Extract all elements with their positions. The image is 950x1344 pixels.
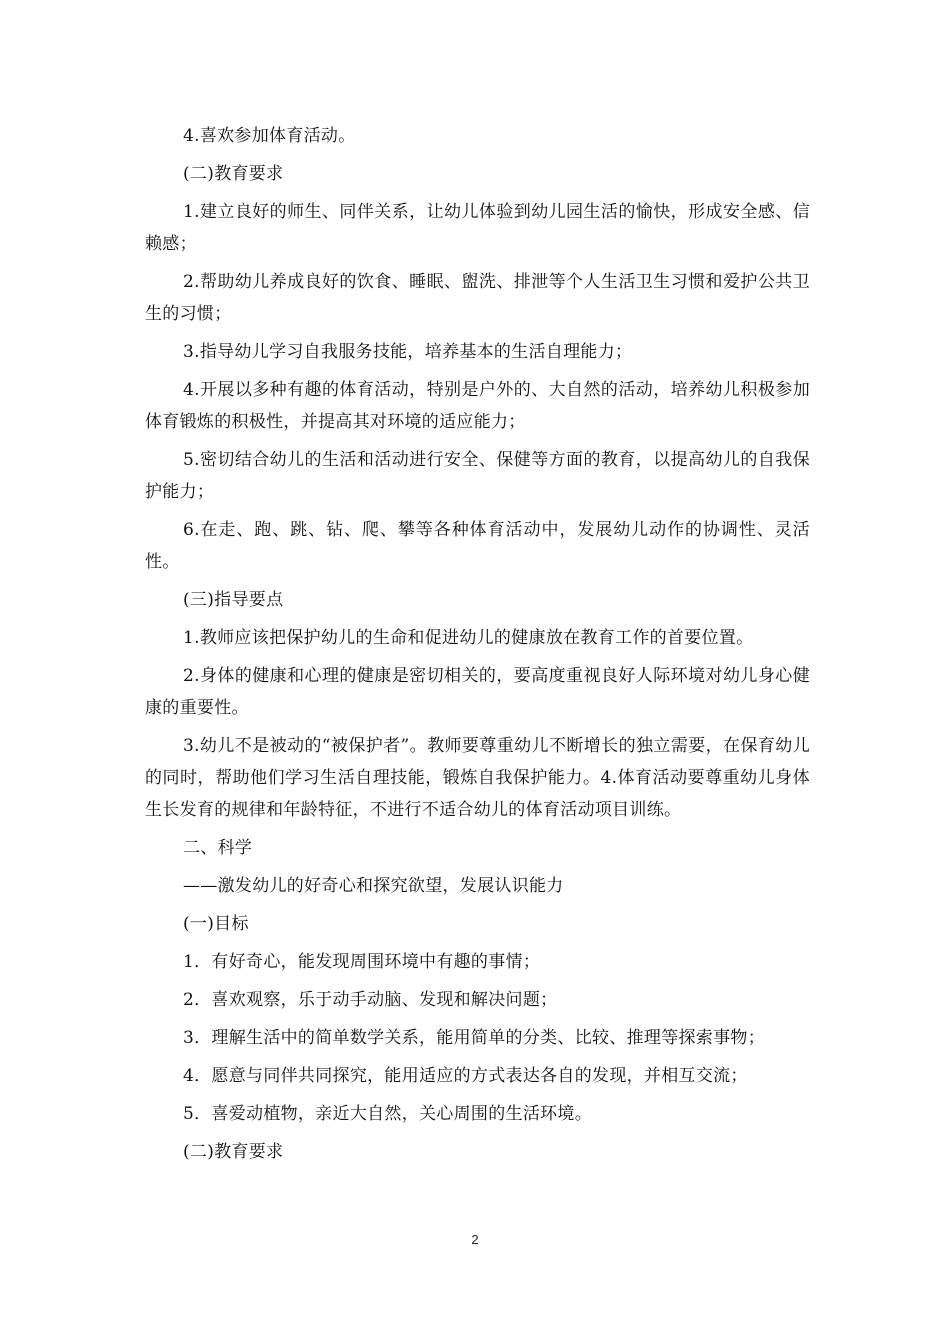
paragraph-science-goal-2: 2．喜欢观察，乐于动手动脑、发现和解决问题； (183, 990, 558, 1010)
paragraph-req-1: 1.建立良好的师生、同伴关系，让幼儿体验到幼儿园生活的愉快，形成安全感、信赖感； (145, 202, 810, 254)
heading-education-requirements: (二)教育要求 (183, 164, 284, 184)
paragraph-guide-2: 2.身体的健康和心理的健康是密切相关的，要高度重视良好人际环境对幼儿身心健康的重要性。 (145, 666, 810, 718)
paragraph-req-4: 4.开展以多种有趣的体育活动，特别是户外的、大自然的活动，培养幼儿积极参加体育锻炼的积极性，并提高其对环境的适应能力； (145, 380, 810, 432)
heading-science-education-requirements: (二)教育要求 (183, 1142, 284, 1162)
paragraph-goal-4: 4.喜欢参加体育活动。 (183, 126, 356, 146)
page-number: 2 (471, 1232, 479, 1247)
paragraph-science-goal-5: 5．喜爱动植物，亲近大自然，关心周围的生活环境。 (183, 1104, 593, 1124)
paragraph-science-goal-1: 1．有好奇心，能发现周围环境中有趣的事情； (183, 952, 541, 972)
heading-science: 二、科学 (183, 838, 253, 858)
paragraph-guide-1: 1.教师应该把保护幼儿的生命和促进幼儿的健康放在教育工作的首要位置。 (183, 628, 754, 648)
paragraph-science-subtitle: ——激发幼儿的好奇心和探究欲望，发展认识能力 (183, 876, 564, 896)
heading-guidance-points: (三)指导要点 (183, 590, 284, 610)
document-body (145, 120, 810, 1174)
paragraph-science-goal-3: 3．理解生活中的简单数学关系，能用简单的分类、比较、推理等探索事物； (183, 1028, 766, 1048)
heading-goals: (一)目标 (183, 914, 249, 934)
paragraph-req-6: 6.在走、跑、跳、钻、爬、攀等各种体育活动中，发展幼儿动作的协调性、灵活性。 (145, 520, 810, 572)
paragraph-req-2: 2.帮助幼儿养成良好的饮食、睡眠、盥洗、排泄等个人生活卫生习惯和爱护公共卫生的习惯； (145, 272, 810, 324)
paragraph-req-3: 3.指导幼儿学习自我服务技能，培养基本的生活自理能力； (183, 342, 633, 362)
paragraph-science-goal-4: 4．愿意与同伴共同探究，能用适应的方式表达各自的发现，并相互交流； (183, 1066, 748, 1086)
paragraph-req-5: 5.密切结合幼儿的生活和活动进行安全、保健等方面的教育，以提高幼儿的自我保护能力； (145, 450, 810, 502)
paragraph-guide-3: 3.幼儿不是被动的“被保护者”。教师要尊重幼儿不断增长的独立需要，在保育幼儿的同时，帮助他们学习生活自理技能，锻炼自我保护能力。4.体育活动要尊重幼儿身体生长发育的规律和年龄特征，不进行不适合幼儿的体育活动项目训练。 (145, 736, 810, 820)
